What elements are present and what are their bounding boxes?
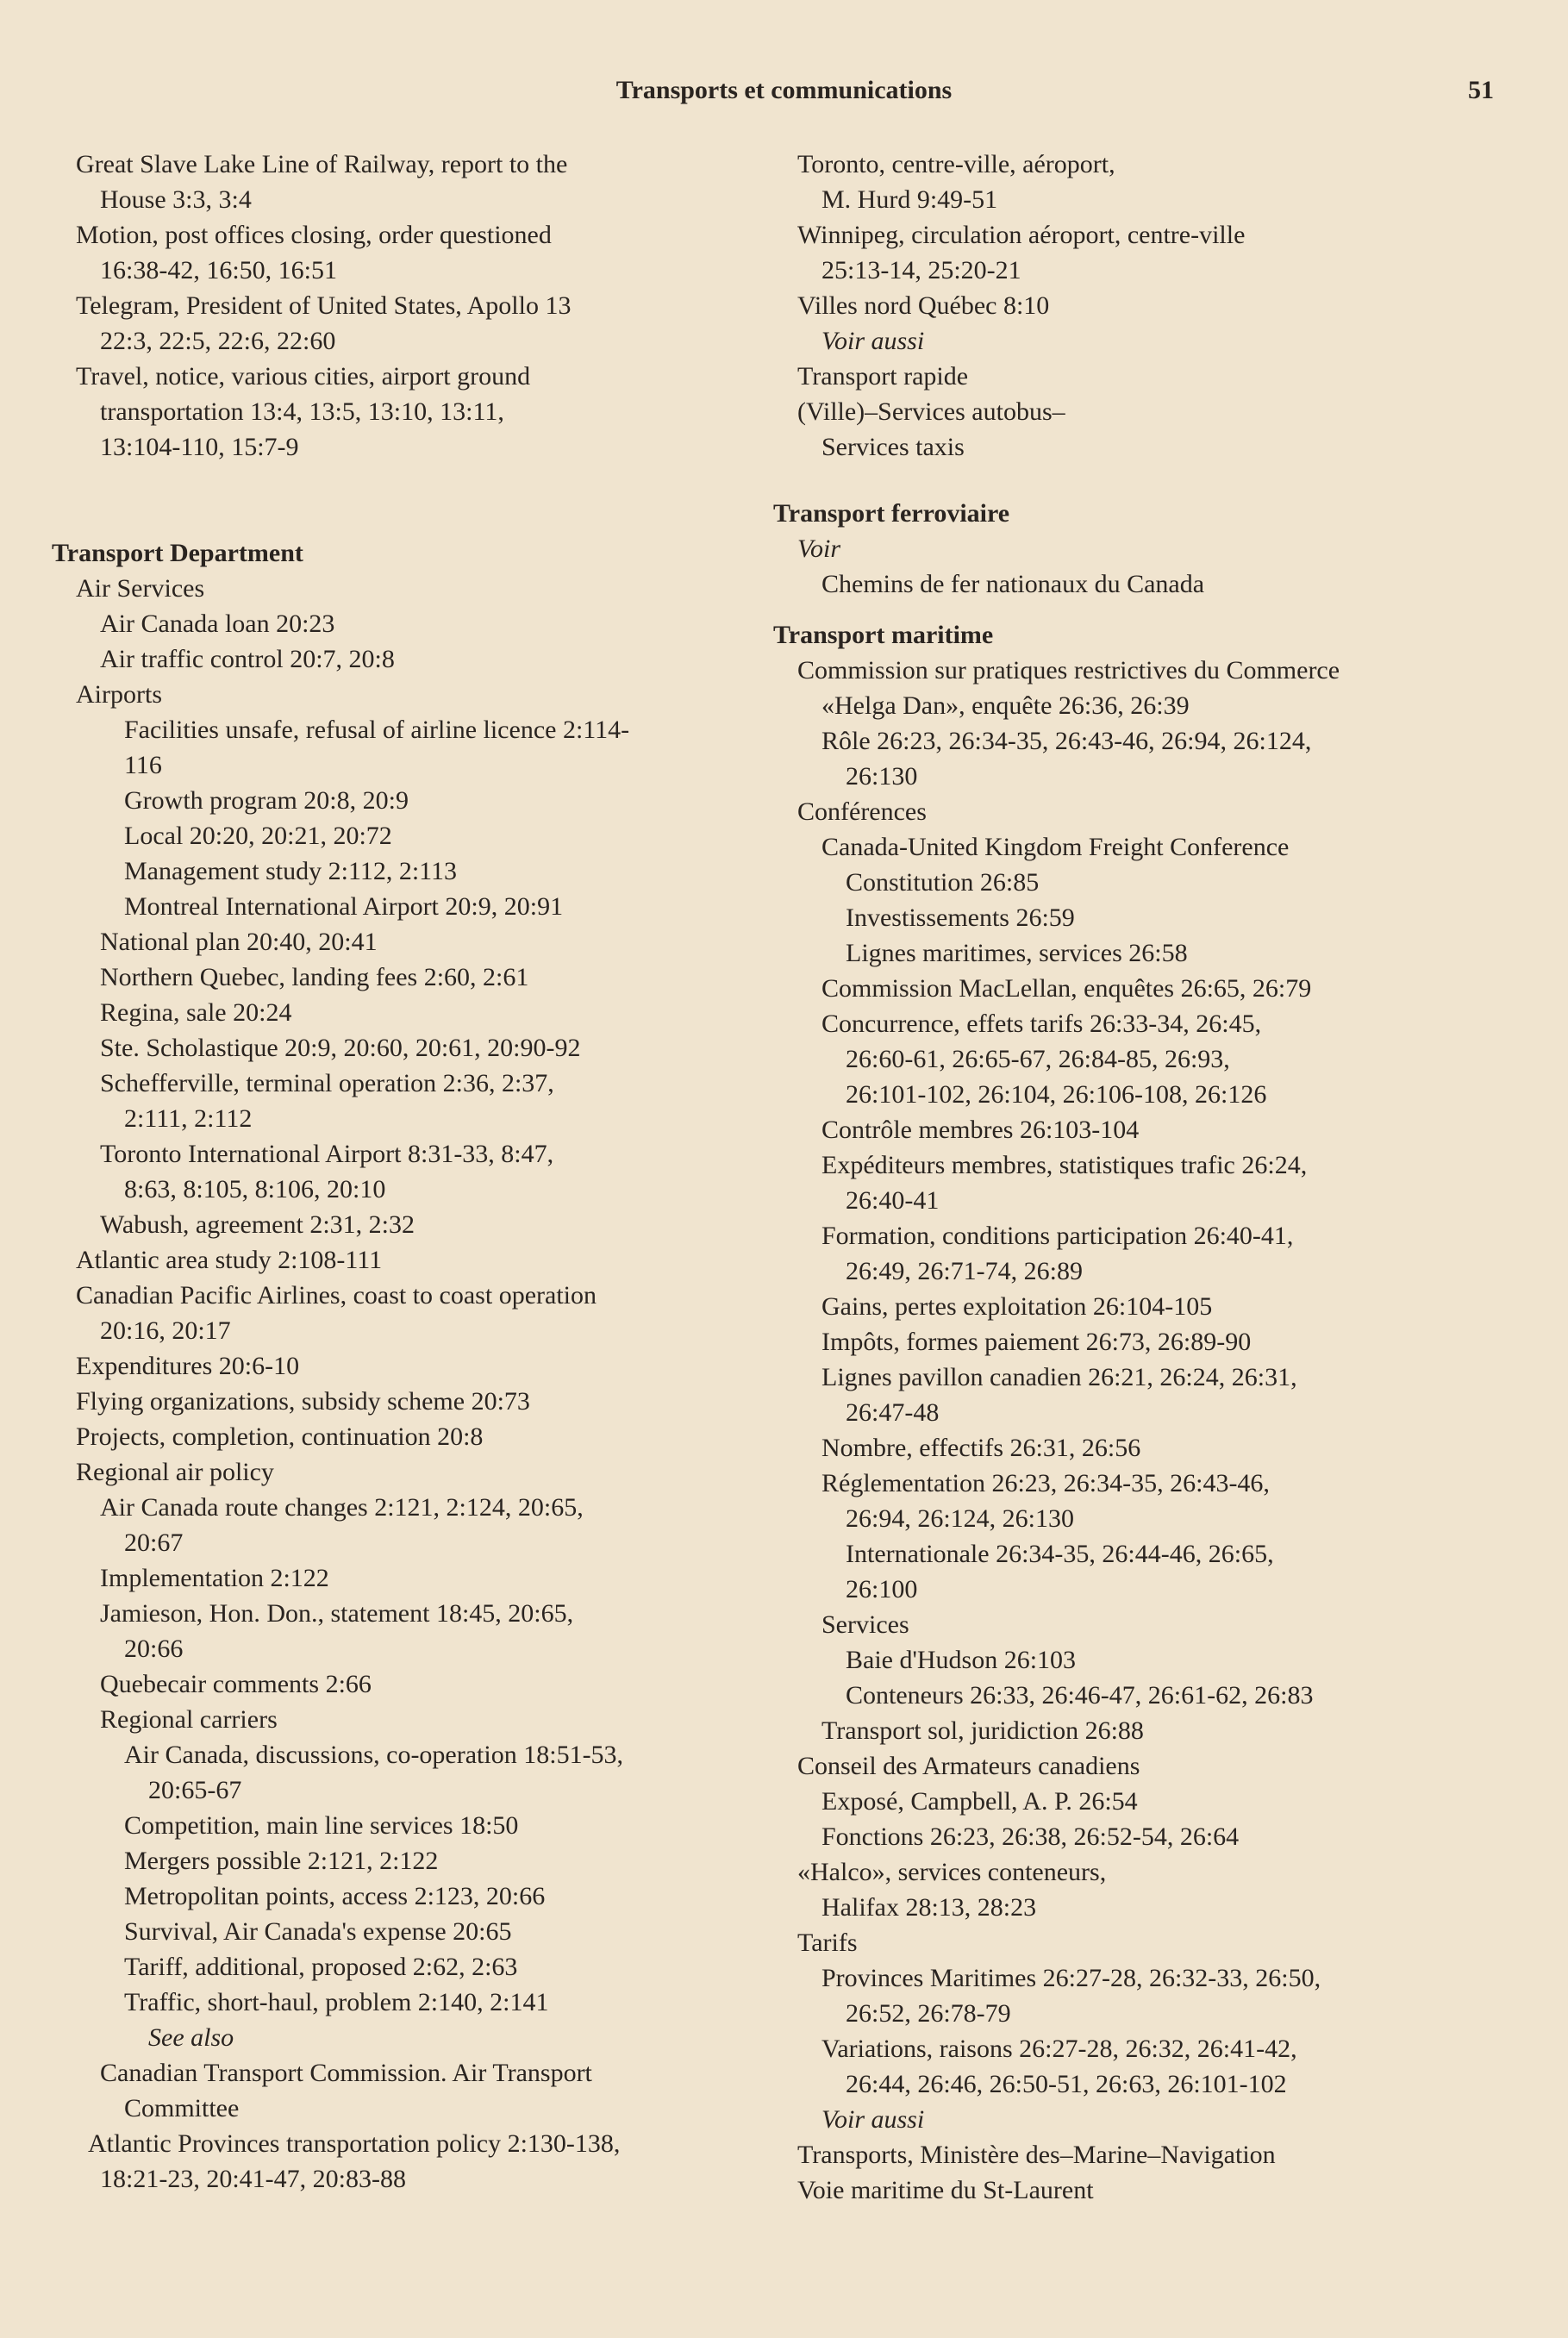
index-entry: Airports — [76, 680, 162, 709]
index-entry: Expenditures 20:6-10 — [76, 1352, 300, 1380]
index-entry: Air traffic control 20:7, 20:8 — [100, 645, 395, 673]
index-entry: Villes nord Québec 8:10 — [797, 291, 1050, 320]
index-entry: 26:100 — [846, 1575, 918, 1603]
index-entry: Provinces Maritimes 26:27-28, 26:32-33, 26:50, — [821, 1964, 1321, 1992]
index-entry: Implementation 2:122 — [100, 1564, 329, 1592]
index-entry: Halifax 28:13, 28:23 — [821, 1893, 1037, 1922]
index-entry: Baie d'Hudson 26:103 — [846, 1646, 1077, 1674]
index-entry: Motion, post offices closing, order questioned — [76, 221, 552, 249]
index-entry: Transports, Ministère des–Marine–Navigation — [797, 2141, 1276, 2169]
right-column — [773, 147, 1496, 2208]
index-entry: 8:63, 8:105, 8:106, 20:10 — [124, 1175, 386, 1203]
index-entry: 20:65-67 — [148, 1776, 242, 1804]
index-entry: Travel, notice, various cities, airport ground — [76, 362, 531, 391]
index-entry: Survival, Air Canada's expense 20:65 — [124, 1917, 512, 1946]
index-entry: Growth program 20:8, 20:9 — [124, 786, 409, 815]
index-entry: Local 20:20, 20:21, 20:72 — [124, 822, 392, 850]
running-header: Transports et communications — [615, 76, 953, 104]
index-entry: Commission MacLellan, enquêtes 26:65, 26:79 — [821, 974, 1312, 1003]
index-entry: Tarifs — [797, 1929, 858, 1957]
index-entry: Tariff, additional, proposed 2:62, 2:63 — [124, 1953, 518, 1981]
index-entry: 116 — [124, 751, 162, 779]
index-entry: Conseil des Armateurs canadiens — [797, 1752, 1140, 1780]
index-entry: Internationale 26:34-35, 26:44-46, 26:65, — [846, 1540, 1274, 1568]
index-entry: 25:13-14, 25:20-21 — [821, 256, 1021, 284]
index-entry: Canadian Transport Commission. Air Transport — [100, 2059, 592, 2087]
index-entry: Regina, sale 20:24 — [100, 998, 292, 1027]
index-entry: transportation 13:4, 13:5, 13:10, 13:11, — [100, 397, 504, 426]
index-entry: 26:40-41 — [846, 1186, 940, 1215]
index-entry: Ste. Scholastique 20:9, 20:60, 20:61, 20:90-92 — [100, 1034, 581, 1062]
index-entry: Wabush, agreement 2:31, 2:32 — [100, 1210, 415, 1239]
index-entry: Air Canada, discussions, co-operation 18:51-53, — [124, 1741, 624, 1769]
index-heading: Transport ferroviaire — [773, 499, 1010, 528]
index-see-also: See also — [148, 2023, 234, 2052]
index-entry: Contrôle membres 26:103-104 — [821, 1116, 1140, 1144]
index-entry: 26:94, 26:124, 26:130 — [846, 1504, 1075, 1533]
index-see-also: Voir aussi — [821, 2105, 925, 2134]
index-entry: Constitution 26:85 — [846, 868, 1040, 897]
index-entry: Conteneurs 26:33, 26:46-47, 26:61-62, 26:83 — [846, 1681, 1314, 1710]
index-entry: 26:60-61, 26:65-67, 26:84-85, 26:93, — [846, 1045, 1230, 1073]
index-entry: Variations, raisons 26:27-28, 26:32, 26:41-42, — [821, 2035, 1297, 2063]
index-entry: (Ville)–Services autobus– — [797, 397, 1065, 426]
index-entry: Flying organizations, subsidy scheme 20:73 — [76, 1387, 530, 1416]
index-entry: 18:21-23, 20:41-47, 20:83-88 — [100, 2165, 406, 2193]
index-entry: Commission sur pratiques restrictives du Commerce — [797, 656, 1340, 685]
index-entry: Concurrence, effets tarifs 26:33-34, 26:45, — [821, 1010, 1262, 1038]
index-entry: Toronto, centre-ville, aéroport, — [797, 150, 1115, 178]
index-heading: Transport Department — [52, 539, 303, 567]
index-entry: Air Canada loan 20:23 — [100, 610, 335, 638]
index-entry: Gains, pertes exploitation 26:104-105 — [821, 1292, 1213, 1321]
index-entry: Management study 2:112, 2:113 — [124, 857, 458, 885]
index-entry: 2:111, 2:112 — [124, 1104, 253, 1133]
index-entry: Telegram, President of United States, Apollo 13 — [76, 291, 572, 320]
page-number: 51 — [1468, 76, 1494, 104]
index-entry: Committee — [124, 2094, 240, 2122]
index-entry: «Helga Dan», enquête 26:36, 26:39 — [821, 691, 1190, 720]
index-entry: 26:52, 26:78-79 — [846, 1999, 1011, 2028]
index-entry: 26:130 — [846, 762, 918, 791]
index-entry: Projects, completion, continuation 20:8 — [76, 1422, 484, 1451]
index-entry: 26:49, 26:71-74, 26:89 — [846, 1257, 1083, 1285]
index-entry: 16:38-42, 16:50, 16:51 — [100, 256, 337, 284]
index-entry: Fonctions 26:23, 26:38, 26:52-54, 26:64 — [821, 1822, 1240, 1851]
index-entry: Chemins de fer nationaux du Canada — [821, 570, 1205, 598]
index-entry: Regional carriers — [100, 1705, 278, 1734]
index-entry: Air Canada route changes 2:121, 2:124, 20:65, — [100, 1493, 584, 1522]
index-entry: Lignes maritimes, services 26:58 — [846, 939, 1188, 967]
index-entry: Expéditeurs membres, statistiques trafic 26:24, — [821, 1151, 1308, 1179]
index-entry: Transport rapide — [797, 362, 969, 391]
index-entry: 26:44, 26:46, 26:50-51, 26:63, 26:101-102 — [846, 2070, 1287, 2098]
index-entry: Impôts, formes paiement 26:73, 26:89-90 — [821, 1328, 1252, 1356]
index-entry: Conférences — [797, 797, 927, 826]
index-entry: Rôle 26:23, 26:34-35, 26:43-46, 26:94, 26:124, — [821, 727, 1312, 755]
index-entry: Traffic, short-haul, problem 2:140, 2:141 — [124, 1988, 549, 2016]
index-entry: Lignes pavillon canadien 26:21, 26:24, 26:31, — [821, 1363, 1297, 1391]
index-entry: M. Hurd 9:49-51 — [821, 185, 998, 214]
index-entry: Exposé, Campbell, A. P. 26:54 — [821, 1787, 1138, 1816]
index-entry: Toronto International Airport 8:31-33, 8:47, — [100, 1140, 554, 1168]
index-entry: Formation, conditions participation 26:40-41, — [821, 1222, 1294, 1250]
index-entry: Jamieson, Hon. Don., statement 18:45, 20:65, — [100, 1599, 574, 1628]
index-heading: Transport maritime — [773, 621, 994, 649]
index-entry: House 3:3, 3:4 — [100, 185, 252, 214]
index-entry: Services taxis — [821, 433, 965, 461]
index-entry: Competition, main line services 18:50 — [124, 1811, 519, 1840]
index-entry: Canadian Pacific Airlines, coast to coast operation — [76, 1281, 597, 1310]
index-entry: Montreal International Airport 20:9, 20:91 — [124, 892, 564, 921]
index-entry: 13:104-110, 15:7-9 — [100, 433, 299, 461]
index-entry: 20:16, 20:17 — [100, 1316, 231, 1345]
left-column — [52, 147, 783, 2197]
index-entry: Investissements 26:59 — [846, 903, 1075, 932]
index-entry: 26:101-102, 26:104, 26:106-108, 26:126 — [846, 1080, 1267, 1109]
index-entry: Voie maritime du St-Laurent — [797, 2176, 1094, 2204]
index-entry: Nombre, effectifs 26:31, 26:56 — [821, 1434, 1141, 1462]
index-entry: 20:67 — [124, 1528, 184, 1557]
index-see-also: Voir aussi — [821, 327, 925, 355]
index-entry: Regional air policy — [76, 1458, 274, 1486]
index-entry: Canada-United Kingdom Freight Conference — [821, 833, 1290, 861]
index-entry: Facilities unsafe, refusal of airline licence 2:114- — [124, 716, 630, 744]
index-entry: Mergers possible 2:121, 2:122 — [124, 1847, 439, 1875]
index-entry: Services — [821, 1610, 909, 1639]
index-entry: 20:66 — [124, 1635, 184, 1663]
index-entry: Air Services — [76, 574, 205, 603]
index-entry: Metropolitan points, access 2:123, 20:66 — [124, 1882, 546, 1910]
index-entry: Northern Quebec, landing fees 2:60, 2:61 — [100, 963, 529, 991]
index-entry: Schefferville, terminal operation 2:36, 2:37, — [100, 1069, 554, 1097]
index-entry: Atlantic Provinces transportation policy 2:130-138, — [88, 2129, 621, 2158]
index-entry: National plan 20:40, 20:41 — [100, 928, 378, 956]
index-entry: 26:47-48 — [846, 1398, 940, 1427]
index-entry: 22:3, 22:5, 22:6, 22:60 — [100, 327, 336, 355]
index-entry: «Halco», services conteneurs, — [797, 1858, 1107, 1886]
index-entry: Transport sol, juridiction 26:88 — [821, 1716, 1144, 1745]
index-entry: Réglementation 26:23, 26:34-35, 26:43-46, — [821, 1469, 1270, 1497]
index-entry: Quebecair comments 2:66 — [100, 1670, 372, 1698]
index-entry: Atlantic area study 2:108-111 — [76, 1246, 383, 1274]
index-entry: Great Slave Lake Line of Railway, report to the — [76, 150, 568, 178]
index-entry: Winnipeg, circulation aéroport, centre-ville — [797, 221, 1246, 249]
index-see-also: Voir — [797, 534, 841, 563]
